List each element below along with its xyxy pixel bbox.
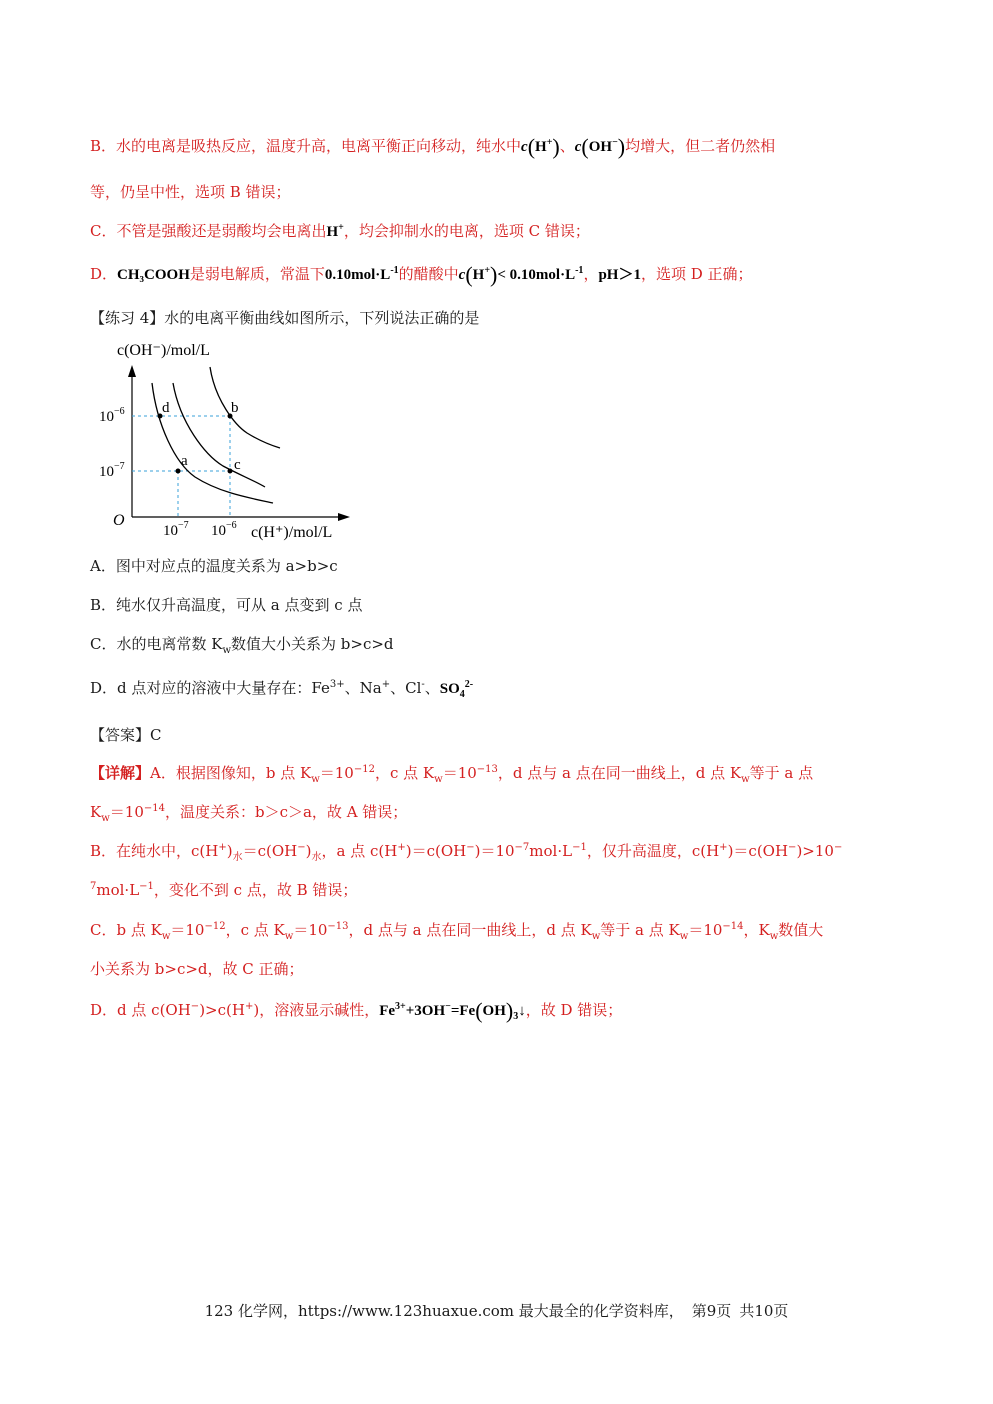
text: B．水的电离是吸热反应，温度升高，电离平衡正向移动，纯水中 — [90, 137, 522, 155]
equilibrium-curve-figure — [95, 335, 355, 545]
analysis-d-line — [90, 264, 753, 285]
text: ，均会抑制水的电离，选项 C 错误； — [343, 222, 590, 240]
footer-site: 123 化学网，https://www.123huaxue.com 最大最全的化学资料库， — [204, 1302, 684, 1320]
text: 等，仍呈中性，选项 B 错误； — [90, 183, 291, 201]
down-arrow-icon: ↓ — [518, 1003, 526, 1019]
x-axis-label: c(H⁺)/mol/L — [251, 524, 333, 541]
detail-tag: 【详解】 — [90, 764, 151, 782]
option-b — [90, 595, 362, 615]
formula-inequality: $c(H^+)< 0.10mol\cdot L^{-1}$ — [458, 262, 584, 287]
y-axis-label: c(OH⁻)/mol/L — [117, 342, 210, 359]
x-tick-high: $10^{-6}$ — [211, 520, 237, 539]
detail-a-line1: 【详解】A．根据图像知，b 点 $K_w=10^{-12}$，c 点 $K_w=10^{-13}$，d 点与 a 点在同一曲线上，d 点 $K_w$等于 a 点 — [90, 764, 814, 785]
text: 数值大小关系为 b>c>d — [231, 635, 394, 653]
formula-sulfate: $SO_4^{2-}$ — [439, 679, 474, 700]
origin-label: O — [113, 512, 125, 529]
curve-high — [210, 367, 280, 448]
analysis-c-line — [90, 221, 590, 242]
formula-c-oh: c(OH−) — [574, 134, 626, 159]
text: 【答案】C — [90, 726, 162, 744]
detail-b-line2: $^7mol\cdot L^{-1}$，变化不到 c 点，故 B 错误； — [90, 881, 358, 899]
text: D． — [90, 265, 118, 283]
text: ，选项 D 正确； — [640, 265, 753, 283]
text: D．d 点对应的溶液中大量存在：Fe — [90, 679, 330, 697]
formula-conc: $0.10mol\cdot L^{-1}$ — [324, 265, 399, 283]
y-tick-high: $10^{-6}$ — [99, 406, 125, 425]
footer-page-number: 第9页 — [691, 1302, 732, 1320]
detail-b-line1: B．在纯水中，$c(H^+)_水=c(OH^-)_水$，a 点 $c(H^+)=c(OH^-)=10^{-7}mol\cdot L^{-1}$，仅升高温度，c(H+)＝c(OH−)>10− — [90, 842, 843, 863]
x-axis-arrow — [338, 513, 350, 521]
y-tick-low: $10^{-7}$ — [99, 461, 125, 480]
x-tick-low: $10^{-7}$ — [163, 520, 189, 539]
label-c: c — [234, 457, 241, 473]
text: 【练习 4】水的电离平衡曲线如图所示，下列说法正确的是 — [90, 309, 480, 327]
text: B．纯水仅升高温度，可从 a 点变到 c 点 — [90, 596, 363, 614]
label-a: a — [181, 453, 188, 469]
curves — [152, 367, 280, 503]
text: ， — [583, 265, 599, 283]
y-axis-arrow — [128, 365, 136, 377]
page-footer — [0, 1300, 993, 1321]
option-d: D．d 点对应的溶液中大量存在：$Fe^{3+}$、Na+、Cl-、$SO_4^{2-}$ — [90, 679, 474, 700]
formula-ph: pH＞1 — [598, 267, 641, 283]
detail-c-line1: C．b 点 $K_w=10^{-12}$，c 点 $K_w=10^{-13}$，d 点与 a 点在同一曲线上，d 点 $K_w$等于 a 点 $K_w=10^{-14}$，$K_w$数值大 — [90, 921, 824, 942]
text: 是弱电解质，常温下 — [189, 265, 325, 283]
detail-d-line: D．d 点 c(OH−)>c(H+)，溶液显示碱性，$Fe^{3+}+3OH^-=Fe(OH)_3↓$，故 D 错误； — [90, 998, 623, 1023]
text: A．图中对应点的温度关系为 a>b>c — [90, 557, 338, 575]
analysis-b-line2 — [90, 182, 291, 202]
detail-a-line2: $K_w=10^{-14}$，温度关系：b＞c＞a，故 A 错误； — [90, 803, 408, 824]
point-c — [228, 469, 233, 474]
label-d: d — [162, 400, 170, 416]
text: 、 — [559, 137, 575, 155]
analysis-b-line1 — [90, 136, 775, 157]
text: 均增大，但二者仍然相 — [625, 137, 776, 155]
option-a — [90, 556, 338, 576]
formula-h: H+ — [326, 222, 344, 240]
formula-precipitation: $Fe^{3+}+3OH^-=Fe(OH)_3↓$ — [379, 998, 526, 1023]
answer — [90, 725, 161, 745]
footer-total-pages: 共10页 — [739, 1302, 789, 1320]
text: C．不管是强酸还是弱酸均会电离出 — [90, 222, 327, 240]
text: C．水的电离常数 K — [90, 635, 223, 653]
label-b: b — [231, 400, 239, 416]
exercise-title — [90, 308, 479, 328]
detail-c-line2: 小关系为 b>c>d，故 C 正确； — [90, 960, 304, 978]
option-c: C．水的电离常数 $K_w$数值大小关系为 b>c>d — [90, 635, 394, 656]
point-a — [176, 469, 181, 474]
formula-c-h: c(H+) — [521, 134, 560, 159]
curve-low — [152, 383, 273, 503]
formula-acetic-acid: CH₃COOH — [117, 267, 190, 283]
text: 的醋酸中 — [398, 265, 459, 283]
